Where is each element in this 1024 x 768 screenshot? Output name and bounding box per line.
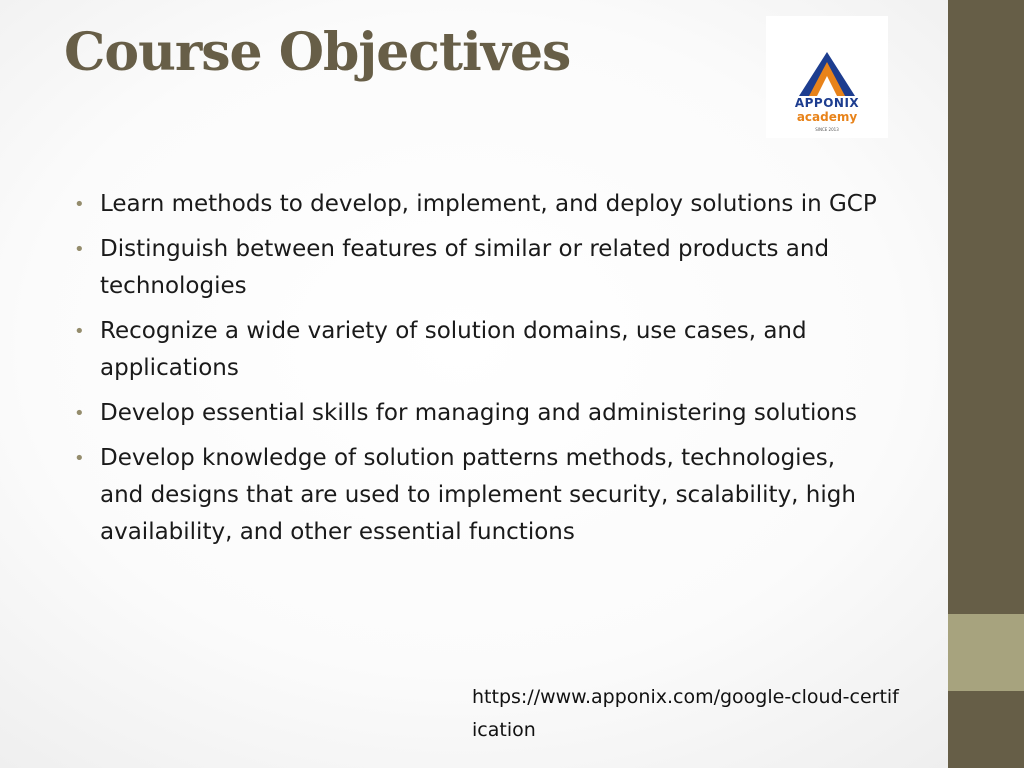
logo-subtitle: academy [796, 110, 858, 124]
list-item [74, 395, 884, 432]
bullet-icon: • [74, 448, 85, 469]
bullet-icon: • [74, 321, 85, 342]
list-item [74, 231, 884, 305]
list-item [74, 313, 884, 387]
list-item-text: Develop essential skills for managing and administering solutions [100, 400, 857, 426]
logo-name: APPONIX [794, 96, 860, 110]
list-item [74, 186, 884, 223]
slide-title: Course Objectives [64, 22, 571, 83]
apponix-logo [766, 16, 888, 138]
list-item [74, 440, 884, 551]
bullet-icon: • [74, 239, 85, 260]
apponix-a-logo-icon [799, 52, 855, 96]
bullet-icon: • [74, 403, 85, 424]
bullet-icon: • [74, 194, 85, 215]
list-item-text: Learn methods to develop, implement, and deploy solutions in GCP [100, 191, 877, 217]
list-item-text: Recognize a wide variety of solution domains, use cases, and applications [100, 318, 807, 381]
objectives-list [74, 186, 884, 559]
footer-url-link[interactable]: https://www.apponix.com/google-cloud-certification [472, 686, 899, 741]
list-item-text: Develop knowledge of solution patterns methods, technologies, and designs that are used to implement security, scalability, high availability, and other essential functions [100, 445, 856, 545]
logo-since: SINCE 2013 [815, 127, 839, 132]
list-item-text: Distinguish between features of similar or related products and technologies [100, 236, 830, 299]
side-bar-accent [948, 614, 1024, 691]
